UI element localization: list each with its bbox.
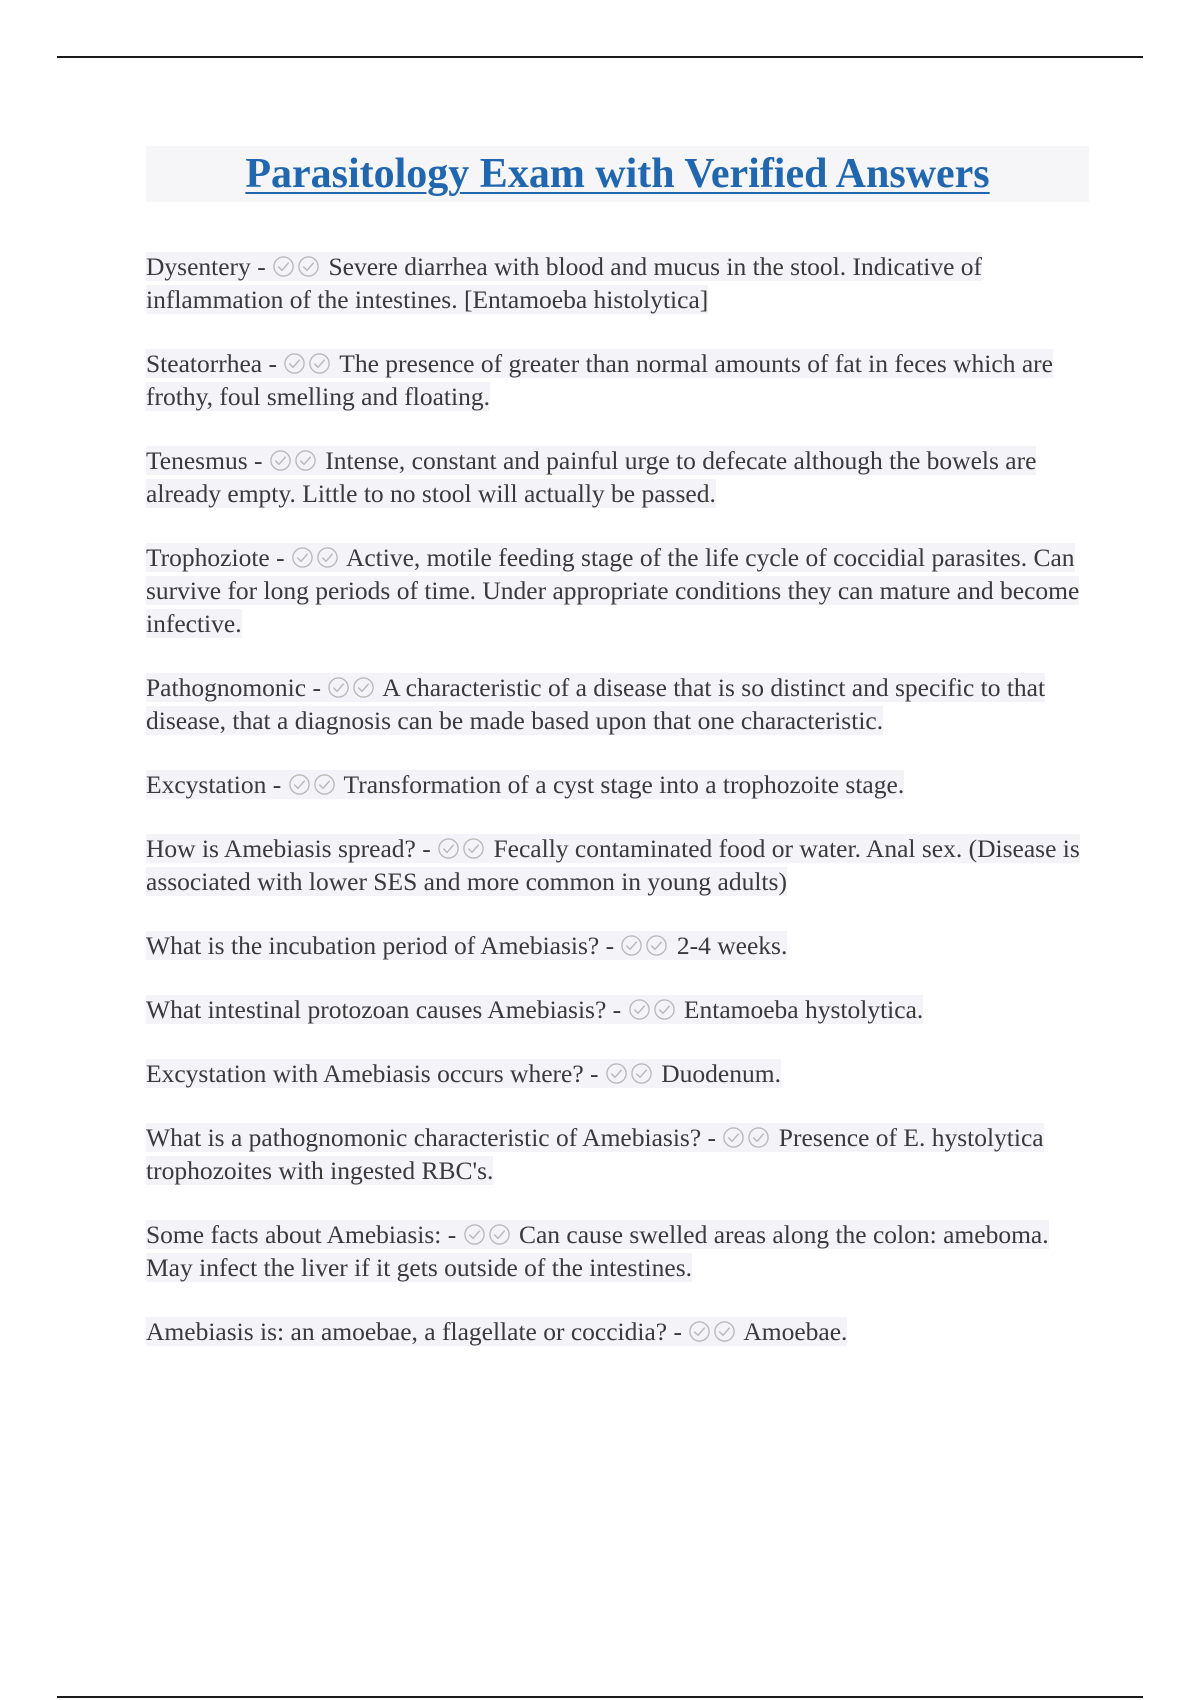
entry-separator: -: [667, 1317, 689, 1346]
entry-separator: -: [415, 834, 438, 863]
entry-separator: -: [247, 446, 269, 475]
check-circle-icon: [628, 998, 651, 1021]
list-item: [146, 768, 1086, 801]
entry-term: What is the incubation period of Amebiasis?: [146, 931, 600, 960]
entry-definition: The presence of greater than normal amounts of fat in feces which are frothy, foul smelling and floating.: [146, 349, 1053, 411]
check-circle-icon: [437, 837, 460, 860]
check-circle-icon: [462, 837, 485, 860]
entry-definition: Can cause swelled areas along the colon: ameboma. May infect the liver if it gets outside of the intestines.: [146, 1220, 1049, 1282]
entry-definition: Duodenum.: [654, 1059, 781, 1088]
list-item: [146, 444, 1086, 510]
check-circle-icon: [308, 352, 331, 375]
check-circle-icon: [645, 934, 668, 957]
list-item: [146, 929, 1086, 962]
check-circle-icon: [630, 1062, 653, 1085]
list-item: [146, 671, 1086, 737]
list-item: [146, 832, 1086, 898]
entry-term: Trophoziote: [146, 543, 270, 572]
check-circle-icon: [288, 773, 311, 796]
entry-separator: -: [306, 673, 328, 702]
entry-term: Steatorrhea: [146, 349, 263, 378]
check-circle-icon: [688, 1320, 711, 1343]
check-circle-icon: [605, 1062, 628, 1085]
entry-term: Excystation: [146, 770, 267, 799]
list-item: [146, 993, 1086, 1026]
entry-definition: Transformation of a cyst stage into a trophozoite stage.: [337, 770, 905, 799]
entry-term: What is a pathognomonic characteristic of Amebiasis?: [146, 1123, 702, 1152]
list-item: [146, 250, 1086, 316]
check-circle-icon: [653, 998, 676, 1021]
entry-definition: 2-4 weeks.: [670, 931, 788, 960]
check-circle-icon: [620, 934, 643, 957]
entry-definition: Entamoeba hystolytica.: [677, 995, 924, 1024]
entry-definition: Fecally contaminated food or water. Anal sex. (Disease is associated with lower SES and more common in young adults): [146, 834, 1080, 896]
list-item: [146, 1121, 1086, 1187]
entry-separator: -: [606, 995, 628, 1024]
entry-definition: Intense, constant and painful urge to defecate although the bowels are already empty. Little to no stool will actually be passed.: [146, 446, 1037, 508]
entry-term: Tenesmus: [146, 446, 248, 475]
check-circle-icon: [291, 546, 314, 569]
check-circle-icon: [713, 1320, 736, 1343]
check-circle-icon: [463, 1223, 486, 1246]
list-item: [146, 347, 1086, 413]
entry-separator: -: [269, 543, 291, 572]
list-item: [146, 1057, 1086, 1090]
check-circle-icon: [313, 773, 336, 796]
check-circle-icon: [269, 449, 292, 472]
entry-term: Dysentery: [146, 252, 251, 281]
entry-definition: Amoebae.: [738, 1317, 848, 1346]
entry-definition: A characteristic of a disease that is so distinct and specific to that disease, that a diagnosis can be made based upon that one characteristic.: [146, 673, 1046, 735]
entry-separator: -: [701, 1123, 723, 1152]
entry-term: Pathognomonic: [146, 673, 307, 702]
entry-separator: -: [262, 349, 284, 378]
entry-term: Excystation with Amebiasis occurs where?: [146, 1059, 584, 1088]
check-circle-icon: [352, 676, 375, 699]
entry-list: [146, 250, 1086, 1379]
check-circle-icon: [294, 449, 317, 472]
entry-term: Some facts about Amebiasis:: [146, 1220, 442, 1249]
check-circle-icon: [283, 352, 306, 375]
check-circle-icon: [327, 676, 350, 699]
entry-term: What intestinal protozoan causes Amebiasis?: [146, 995, 607, 1024]
entry-definition: Active, motile feeding stage of the life cycle of coccidial parasites. Can survive for long periods of time. Under appropriate conditions they can mature and become infective.: [146, 543, 1080, 638]
check-circle-icon: [272, 255, 295, 278]
entry-separator: -: [266, 770, 288, 799]
entry-definition: Presence of E. hystolytica trophozoites with ingested RBC's.: [146, 1123, 1044, 1185]
check-circle-icon: [722, 1126, 745, 1149]
entry-definition: Severe diarrhea with blood and mucus in the stool. Indicative of inflammation of the intestines. [Entamoeba histolytica]: [146, 252, 983, 314]
list-item: [146, 1315, 1086, 1348]
entry-separator: -: [583, 1059, 605, 1088]
check-circle-icon: [488, 1223, 511, 1246]
entry-separator: -: [599, 931, 621, 960]
check-circle-icon: [747, 1126, 770, 1149]
check-circle-icon: [297, 255, 320, 278]
check-circle-icon: [316, 546, 339, 569]
bottom-rule: [57, 1696, 1143, 1698]
list-item: [146, 1218, 1086, 1284]
page-title[interactable]: Parasitology Exam with Verified Answers: [245, 151, 990, 197]
title-banner: [146, 146, 1089, 202]
entry-separator: -: [441, 1220, 463, 1249]
entry-term: How is Amebiasis spread?: [146, 834, 416, 863]
entry-separator: -: [250, 252, 273, 281]
list-item: [146, 541, 1086, 640]
entry-term: Amebiasis is: an amoebae, a flagellate or coccidia?: [146, 1317, 668, 1346]
top-rule: [57, 56, 1143, 58]
